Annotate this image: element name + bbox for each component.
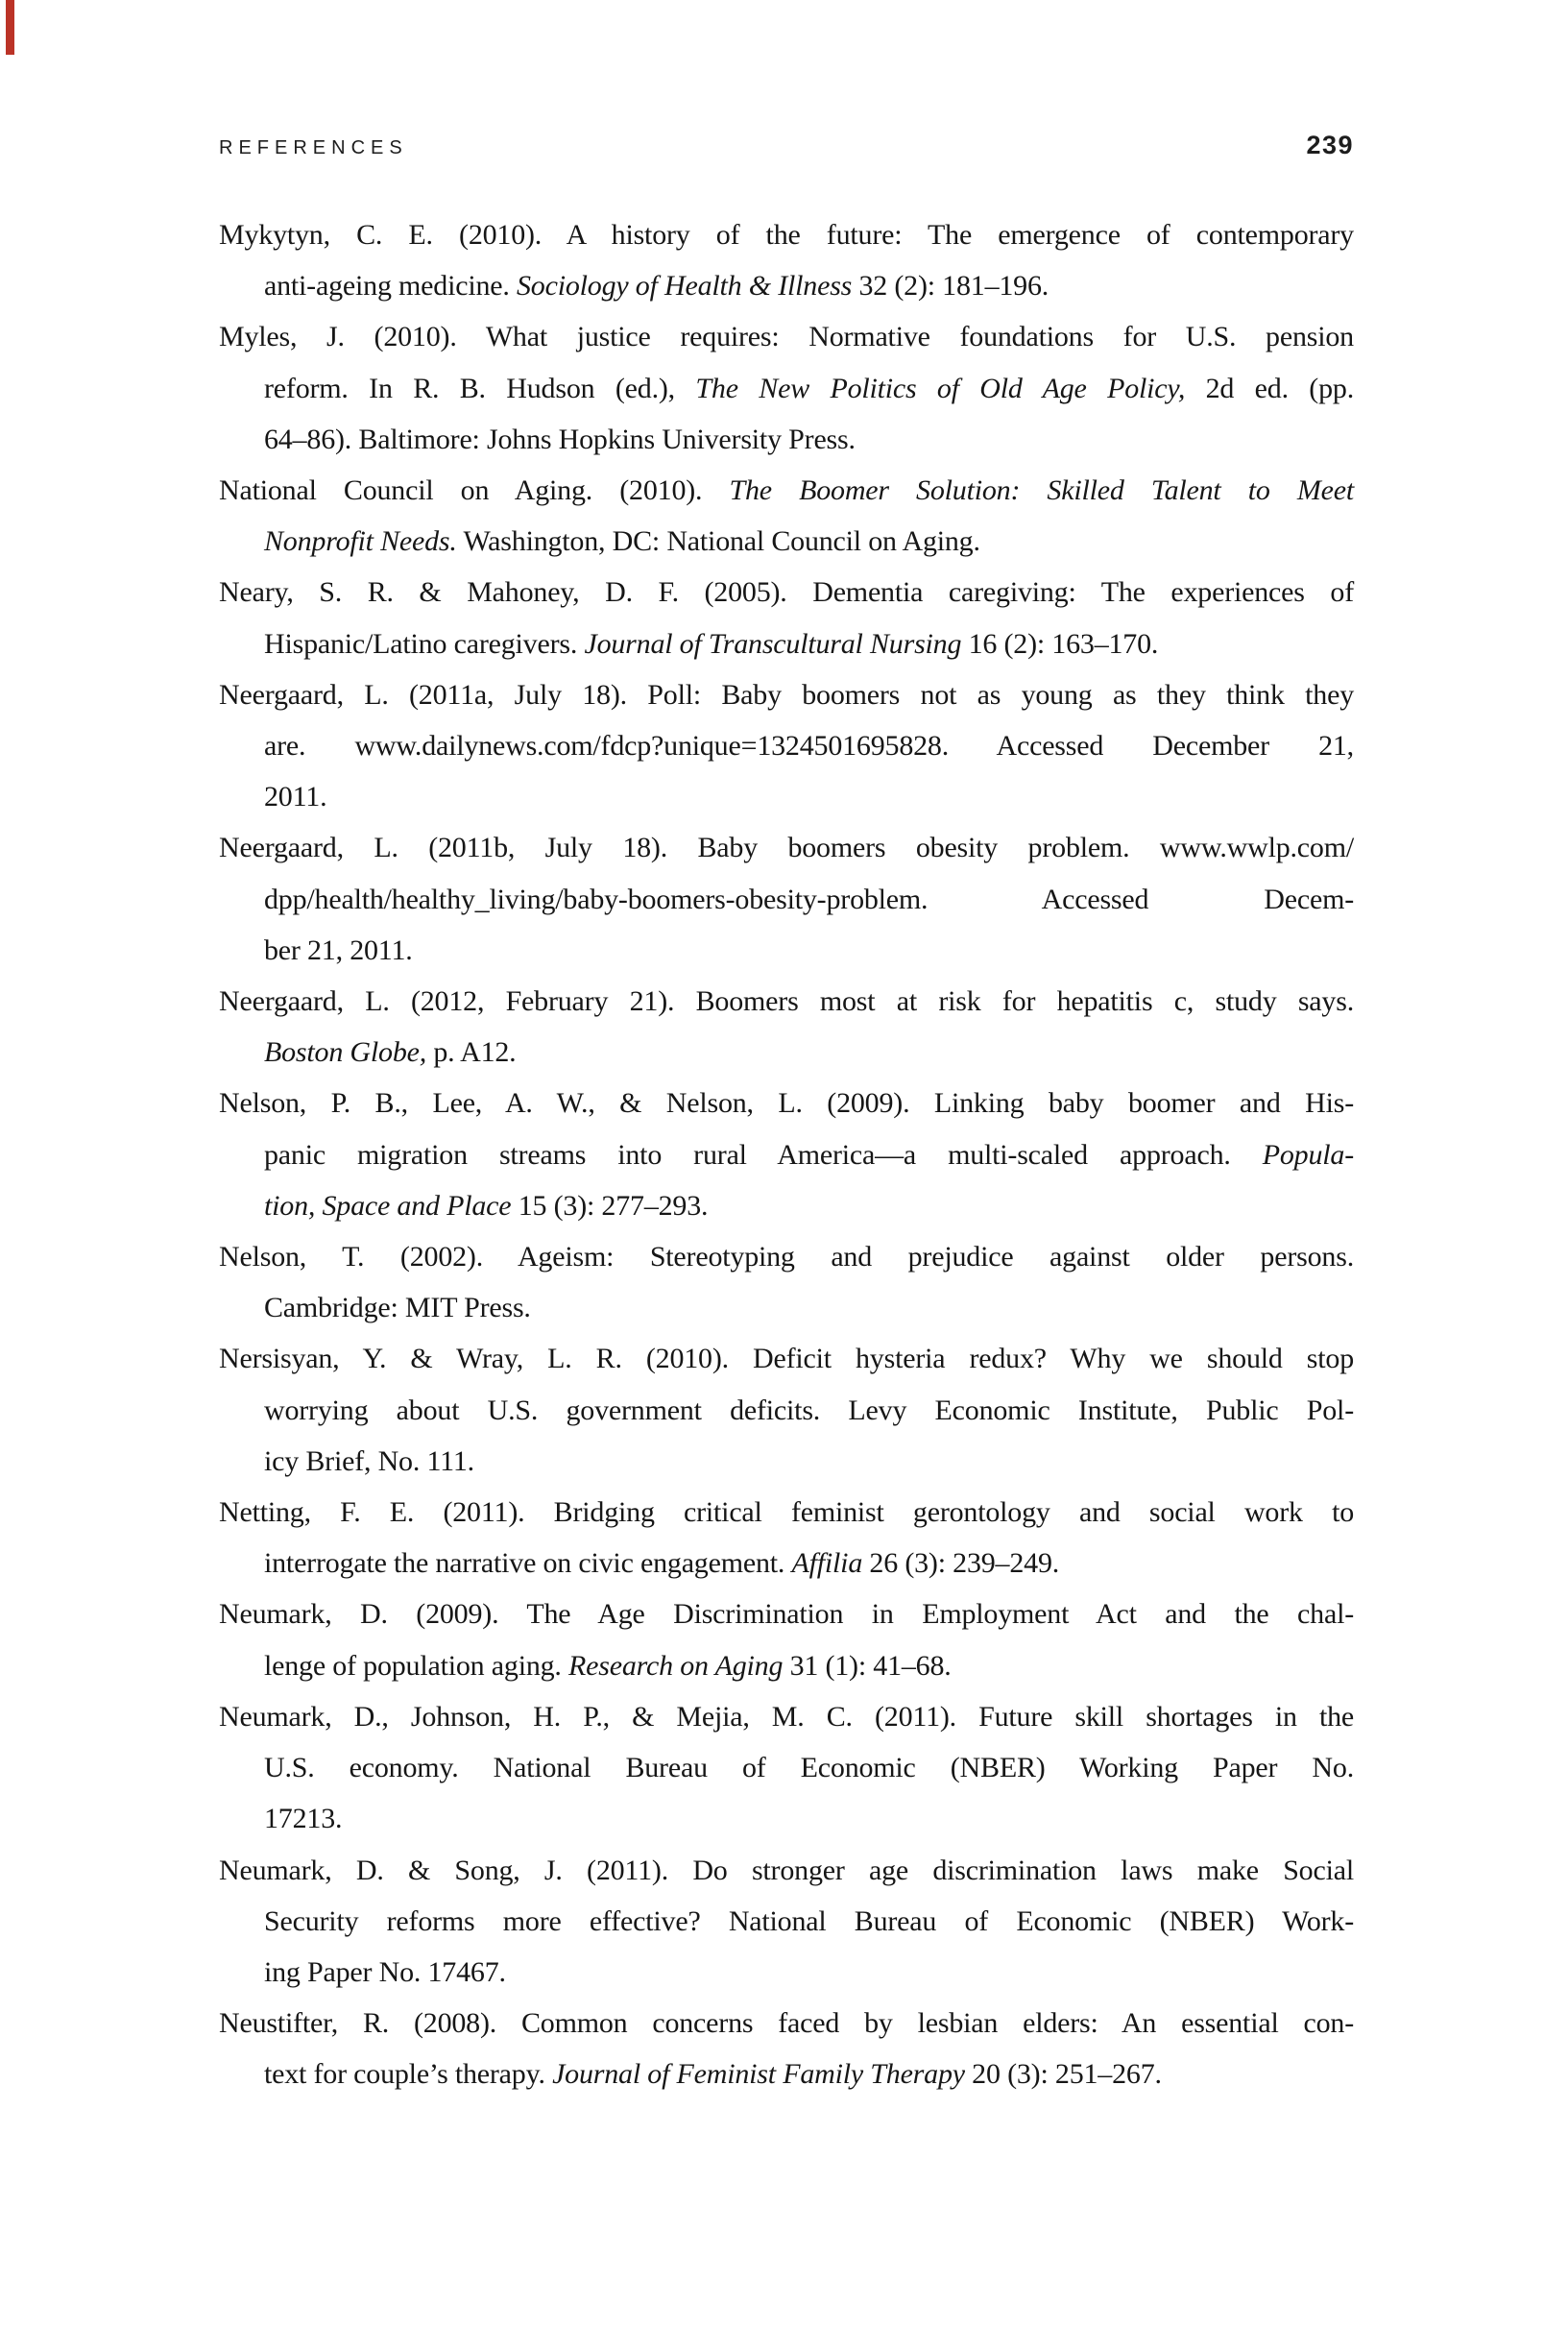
- reference-line: [219, 1333, 1354, 1384]
- reference-line: [219, 516, 1354, 567]
- reference-line: [219, 720, 1354, 771]
- reference-title-italic: tion, Space and Place: [264, 1189, 512, 1222]
- reference-line: [219, 414, 1354, 465]
- page-header: [219, 131, 1354, 160]
- reference-text: 2011.: [264, 781, 327, 813]
- reference-line: [219, 311, 1354, 362]
- reference-text: 64–86). Baltimore: Johns Hopkins University Press.: [264, 423, 856, 455]
- reference-line: [219, 1436, 1354, 1487]
- reference-text: lenge of population aging.: [264, 1649, 569, 1682]
- reference-text: 20 (3): 251–267.: [964, 2058, 1162, 2091]
- reference-line: [219, 1640, 1354, 1691]
- reference-text: ber 21, 2011.: [264, 934, 413, 966]
- reference-text: anti-ageing medicine.: [264, 270, 517, 303]
- reference-text: Neergaard, L. (2011b, July 18). Baby boomers obesity problem. www.wwlp.com/: [219, 832, 1354, 864]
- reference-text: Nelson, T. (2002). Ageism: Stereotyping and prejudice against older persons.: [219, 1241, 1354, 1273]
- reference-line: [219, 1793, 1354, 1844]
- reference-text: interrogate the narrative on civic engagement.: [264, 1547, 792, 1580]
- reference-text: 32 (2): 181–196.: [852, 270, 1049, 303]
- reference-line: [219, 1385, 1354, 1436]
- reference-text: Neumark, D. (2009). The Age Discrimination in Employment Act and the chal-: [219, 1598, 1354, 1631]
- reference-text: National Council on Aging. (2010).: [219, 474, 730, 507]
- reference-line: [219, 771, 1354, 822]
- reference-text: worrying about U.S. government deficits. Levy Economic Institute, Public Pol-: [264, 1394, 1354, 1426]
- reference-text: Neergaard, L. (2012, February 21). Boomers most at risk for hepatitis c, study says.: [219, 985, 1354, 1018]
- page-number: 239: [1306, 131, 1354, 159]
- reference-line: [219, 1487, 1354, 1538]
- reference-text: text for couple’s therapy.: [264, 2058, 553, 2091]
- reference-line: [219, 209, 1354, 260]
- reference-text: panic migration streams into rural America—a multi-scaled approach.: [264, 1138, 1263, 1171]
- reference-text: Security reforms more effective? National Bureau of Economic (NBER) Work-: [264, 1904, 1354, 1937]
- reference-text: Cambridge: MIT Press.: [264, 1292, 531, 1324]
- reference-line: [219, 1845, 1354, 1896]
- reference-title-italic: Nonprofit Needs.: [264, 525, 457, 558]
- reference-line: [219, 1691, 1354, 1742]
- reference-line: [219, 874, 1354, 925]
- red-bookmark-mark: [6, 0, 14, 55]
- reference-text: Myles, J. (2010). What justice requires: Normative foundations for U.S. pension: [219, 321, 1354, 353]
- reference-text: p. A12.: [426, 1036, 517, 1069]
- reference-line: [219, 1231, 1354, 1282]
- running-head-title: REFERENCES: [219, 137, 408, 158]
- reference-text: are. www.dailynews.com/fdcp?unique=1324501695828. Accessed December 21,: [264, 730, 1354, 763]
- reference-line: [219, 1538, 1354, 1588]
- reference-line: [219, 1896, 1354, 1947]
- reference-text: dpp/health/healthy_living/baby-boomers-obesity-problem. Accessed Decem-: [264, 883, 1354, 915]
- reference-title-italic: Journal of Transcultural Nursing: [584, 627, 962, 660]
- reference-line: [219, 260, 1354, 311]
- reference-line: [219, 669, 1354, 720]
- reference-text: Hispanic/Latino caregivers.: [264, 627, 585, 660]
- reference-line: [219, 1998, 1354, 2049]
- reference-line: [219, 1078, 1354, 1128]
- reference-text: 26 (3): 239–249.: [862, 1547, 1060, 1580]
- reference-text: 15 (3): 277–293.: [511, 1189, 709, 1222]
- reference-text: 17213.: [264, 1803, 343, 1835]
- reference-title-italic: Sociology of Health & Illness: [517, 270, 853, 303]
- reference-title-italic: Journal of Feminist Family Therapy: [552, 2058, 965, 2091]
- reference-line: [219, 925, 1354, 976]
- reference-text: Mykytyn, C. E. (2010). A history of the future: The emergence of contemporary: [219, 219, 1354, 251]
- reference-line: [219, 1282, 1354, 1333]
- reference-text: Netting, F. E. (2011). Bridging critical feminist gerontology and social work to: [219, 1496, 1354, 1529]
- reference-line: [219, 1027, 1354, 1078]
- reference-line: [219, 363, 1354, 414]
- reference-text: 16 (2): 163–170.: [961, 627, 1159, 660]
- reference-line: [219, 1742, 1354, 1793]
- reference-line: [219, 567, 1354, 618]
- reference-text: Washington, DC: National Council on Aging.: [456, 525, 980, 558]
- reference-line: [219, 1947, 1354, 1998]
- reference-line: [219, 1588, 1354, 1639]
- reference-line: [219, 618, 1354, 669]
- reference-line: [219, 822, 1354, 873]
- reference-text: Nersisyan, Y. & Wray, L. R. (2010). Deficit hysteria redux? Why we should stop: [219, 1343, 1354, 1375]
- reference-line: [219, 465, 1354, 516]
- reference-title-italic: Boston Globe,: [264, 1036, 427, 1069]
- references-list: [219, 209, 1354, 2100]
- reference-text: Neustifter, R. (2008). Common concerns faced by lesbian elders: An essential con-: [219, 2007, 1354, 2040]
- reference-title-italic: The Boomer Solution: Skilled Talent to Meet: [729, 474, 1355, 507]
- reference-line: [219, 1180, 1354, 1231]
- reference-text: Neary, S. R. & Mahoney, D. F. (2005). Dementia caregiving: The experiences of: [219, 576, 1354, 609]
- reference-text: reform. In R. B. Hudson (ed.),: [264, 372, 696, 404]
- reference-title-italic: Popula-: [1262, 1138, 1354, 1171]
- reference-text: Neumark, D. & Song, J. (2011). Do stronger age discrimination laws make Social: [219, 1854, 1354, 1886]
- reference-text: Neumark, D., Johnson, H. P., & Mejia, M. C. (2011). Future skill shortages in the: [219, 1700, 1354, 1733]
- reference-text: 2d ed. (pp.: [1185, 372, 1354, 404]
- reference-line: [219, 1129, 1354, 1180]
- reference-line: [219, 976, 1354, 1027]
- reference-text: Nelson, P. B., Lee, A. W., & Nelson, L. (2009). Linking baby boomer and His-: [219, 1087, 1354, 1120]
- reference-text: ing Paper No. 17467.: [264, 1955, 506, 1988]
- reference-title-italic: Affilia: [791, 1547, 863, 1580]
- reference-title-italic: Research on Aging: [568, 1649, 784, 1682]
- reference-title-italic: The New Politics of Old Age Policy,: [695, 372, 1186, 404]
- reference-text: 31 (1): 41–68.: [783, 1649, 952, 1682]
- reference-text: Neergaard, L. (2011a, July 18). Poll: Baby boomers not as young as they think they: [219, 678, 1354, 711]
- reference-text: U.S. economy. National Bureau of Economic (NBER) Working Paper No.: [264, 1752, 1354, 1784]
- reference-line: [219, 2049, 1354, 2099]
- reference-text: icy Brief, No. 111.: [264, 1444, 474, 1477]
